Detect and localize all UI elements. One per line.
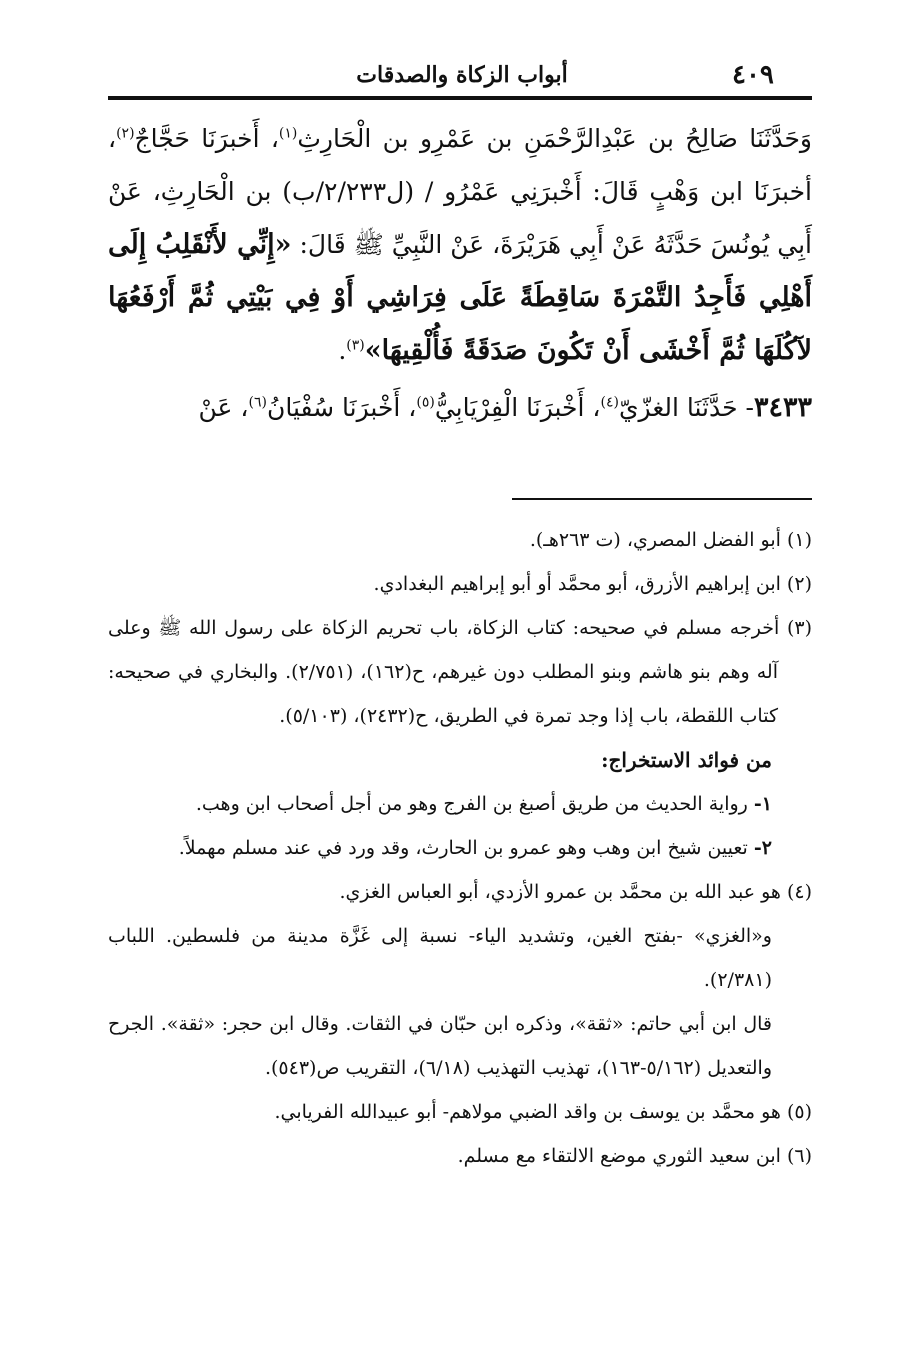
header-rule bbox=[108, 96, 812, 100]
isnad-text: وَحَدَّثَنَا صَالِحُ بن عَبْدِالرَّحْمَنِ بن عَمْرِو بن الْحَارِثِ bbox=[297, 124, 812, 153]
period: . bbox=[338, 336, 347, 365]
footnote-3-heading: من فوائد الاستخراج: bbox=[601, 748, 772, 772]
isnad-text: - حَدَّثَنَا الغزّيّ bbox=[618, 393, 754, 422]
footnote-ref: (٢) bbox=[116, 125, 135, 142]
isnad-text: ، أَخبرَنَا حَجَّاجٌ bbox=[134, 124, 279, 153]
main-text bbox=[108, 112, 812, 434]
isnad-text: ، عَنْ bbox=[198, 393, 249, 422]
footnote-ref: (٣) bbox=[346, 337, 365, 354]
footnote-6: (٦) ابن سعيد الثوري موضع الالتقاء مع مسلم. bbox=[457, 1145, 812, 1167]
footnotes bbox=[108, 518, 812, 1178]
hadith-paragraph bbox=[108, 381, 812, 434]
footnote-rule bbox=[512, 498, 812, 500]
page-number: ٤٠٩ bbox=[732, 60, 774, 90]
benefit-number: ١- bbox=[753, 793, 772, 815]
hadith-matn: «إِنِّي لأَنْقَلِبُ إِلَى أَهْلِي فَأَجِدُ التَّمْرَةَ سَاقِطَةً عَلَى فِرَاشِي أَوْ فِي بَيْتِي ثُمَّ أَرْفَعُهَا لآكُلَهَا ثُمَّ أَخْشَى أَنْ تَكُونَ صَدَقَةً فَأُلْقِيهَا» bbox=[108, 229, 812, 366]
footnote-3: (٣) أخرجه مسلم في صحيحه: كتاب الزكاة، باب تحريم الزكاة على رسول الله ﷺ وعلى آله وهم بنو هاشم وبنو المطلب دون غيرهم، ح(١٦٢)، (٢/٧٥١). والبخاري في صحيحه: كتاب اللقطة، باب إذا وجد تمرة في الطريق، ح(٢٤٣٢)، (٥/١٠٣). bbox=[108, 617, 812, 727]
footnote-4: (٤) هو عبد الله بن محمَّد بن عمرو الأزدي، أبو العباس الغزي. bbox=[339, 881, 812, 903]
footnote-4-nisba: و«الغزي» -بفتح الغين، وتشديد الياء- نسبة إلى غَزَّة مدينة من فلسطين. اللباب (٢/٣٨١). bbox=[108, 925, 772, 991]
footnote-ref: (١) bbox=[278, 125, 298, 142]
footnote-ref: (٦) bbox=[248, 394, 267, 411]
footnote-2: (٢) ابن إبراهيم الأزرق، أبو محمَّد أو أبو إبراهيم البغدادي. bbox=[373, 573, 812, 595]
benefit-text: رواية الحديث من طريق أصبغ بن الفرج وهو من أجل أصحاب ابن وهب. bbox=[195, 793, 754, 815]
benefit-text: تعيين شيخ ابن وهب وهو عمرو بن الحارث، وقد ورد في عند مسلم مهملاً. bbox=[178, 837, 754, 859]
footnote-3-benefit-2 bbox=[108, 826, 812, 870]
running-title: أبواب الزكاة والصدقات bbox=[356, 62, 568, 88]
footnote-3-benefit-1 bbox=[108, 782, 812, 826]
footnote-4-grading: قال ابن أبي حاتم: «ثقة»، وذكره ابن حبّان في الثقات. وقال ابن حجر: «ثقة». الجرح والتعديل (٥/١٦٢-١٦٣)، تهذيب التهذيب (٦/١٨)، التقريب ص(٥٤٣). bbox=[108, 1013, 772, 1079]
benefit-number: ٢- bbox=[753, 837, 772, 859]
footnote-ref: (٤) bbox=[600, 394, 619, 411]
isnad-text: ، أَخْبرَنَا الْفِرْيَابِيُّ bbox=[434, 393, 601, 422]
footnote-1: (١) أبو الفضل المصري، (ت ٢٦٣هـ). bbox=[529, 529, 812, 551]
page-header bbox=[108, 58, 812, 96]
hadith-paragraph bbox=[108, 112, 812, 377]
isnad-text: ، أَخْبرَنَا سُفْيَانُ bbox=[266, 393, 417, 422]
hadith-number: ٣٤٣٣ bbox=[753, 392, 812, 423]
footnote-ref: (٥) bbox=[416, 394, 435, 411]
isnad-text: ، أخبرَنَا ابن وَهْبٍ قَالَ: أَخْبرَنِي عَمْرُو / (ل٢/٢٣٣/ب) بن الْحَارِثِ، عَنْ أَبِي يُونُسَ حَدَّثَهُ عَنْ أَبِي هَرَيْرَةَ، عَنْ النَّبِيِّ ﷺ قَالَ: bbox=[108, 124, 813, 259]
footnote-5: (٥) هو محمَّد بن يوسف بن واقد الضبي مولاهم- أبو عبيدالله الفريابي. bbox=[274, 1101, 812, 1123]
